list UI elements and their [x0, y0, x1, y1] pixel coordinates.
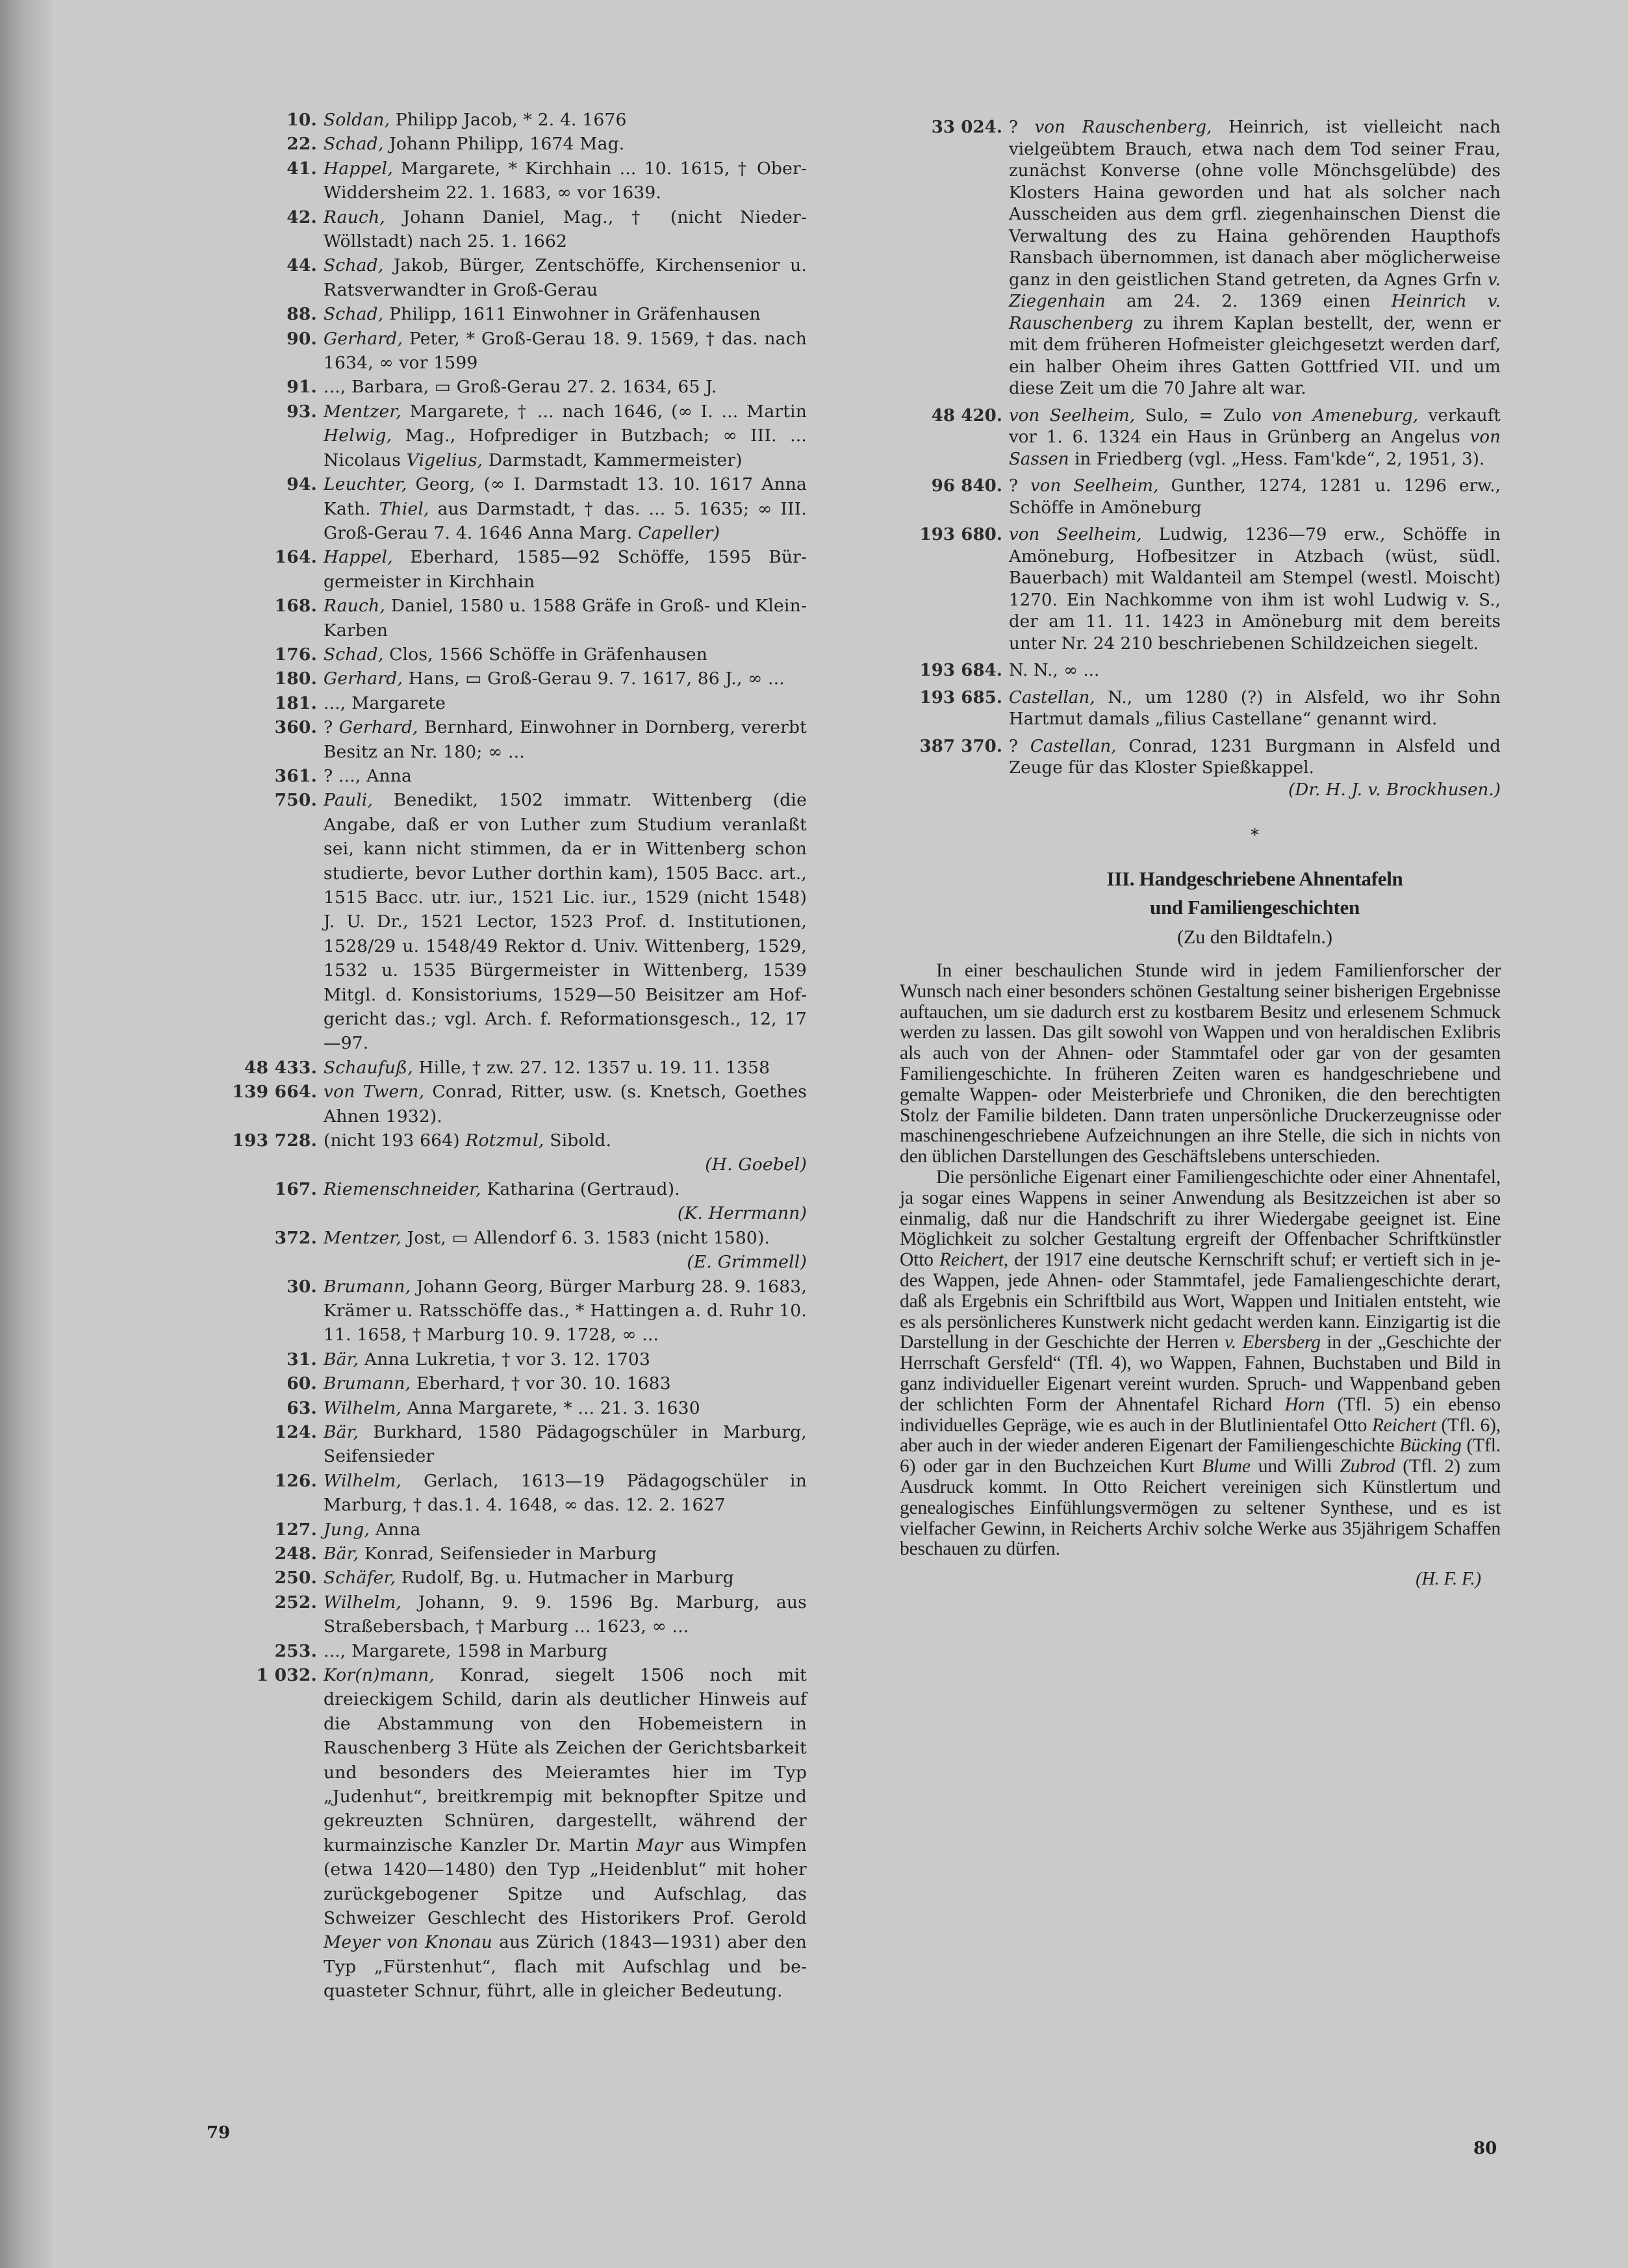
text-run: in der „Geschichte der Herrschaft Gersfeld“ (Tfl. 4), wo Wappen, Fahnen, Buchstaben und Bild in ganz individueller Eigenart vereint wurden. Spruch- und Wappenband geben der schlichten Form der Ahnentafel Richard — [900, 1332, 1501, 1415]
italic-name: Bär, — [324, 1421, 359, 1442]
italic-name: Mayr — [636, 1835, 683, 1855]
text-run: Ludwig, 1236—79 erw., Schöffe in Amöneburg, Hofbesitzer in Atzbach (wüst, südl. Bauerbach) mit Waldanteil am Stempel (westl. Moischt) 1270. Ein Nachkomme von ihm ist wohl Ludwig v. S., der am 11. 11. 1423 in Amöneburg mit dem bereits unter Nr. 24 210 beschriebenen Schildzeichen siegelt. — [1009, 525, 1501, 654]
genealogy-entry — [214, 1275, 807, 1347]
ancestor-number: 1 032. — [256, 1665, 317, 1685]
genealogy-entry — [214, 472, 807, 545]
ancestor-number: 10. — [286, 110, 317, 130]
text-run: ..., Margarete, 1598 in Marburg — [324, 1640, 608, 1661]
text-run: N., um 1280 (?) in Alsfeld, wo ihr Sohn Hartmut damals „filius Castellane“ genannt wird. — [1009, 687, 1501, 729]
text-run: Katharina (Gertraud). — [481, 1179, 680, 1199]
italic-name: Mentzer, — [324, 401, 401, 422]
italic-name: Rotzmul, — [465, 1130, 544, 1151]
text-run: Jakob, Bürger, Zentschöffe, Kirchensenior u. Ratsverwandter in Groß-Gerau — [324, 255, 807, 300]
text-run: Sibold. — [544, 1130, 612, 1151]
genealogy-entry — [214, 1056, 807, 1080]
ancestor-number: 193 680. — [919, 525, 1002, 544]
italic-name: Rauch, — [324, 596, 385, 617]
genealogy-entry — [900, 117, 1501, 400]
text-run: Gunther, 1274, 1281 u. 1296 erw., Schöffe in Amöneburg — [1009, 476, 1501, 518]
italic-name: von Rauschenberg, — [1034, 118, 1212, 137]
text-run: Peter, * Groß-Gerau 18. 9. 1569, † das. nach 1634, ∞ vor 1599 — [324, 328, 807, 374]
ancestor-number: 48 420. — [931, 405, 1002, 426]
genealogy-entry — [214, 764, 807, 788]
text-run: ? — [1009, 118, 1035, 137]
text-run: Darmstadt, Kammermeister) — [483, 450, 743, 470]
italic-name: Schad, — [324, 255, 384, 276]
italic-name: Castellan, — [1009, 687, 1095, 707]
genealogy-entry — [900, 524, 1501, 655]
italic-name: Heinrich v. Rauschenberg — [1009, 292, 1501, 333]
italic-name: Wilhelm, — [324, 1592, 402, 1612]
italic-name: Gerhard, — [338, 717, 418, 738]
genealogy-entry — [214, 1347, 807, 1371]
ancestor-number: 30. — [286, 1276, 317, 1297]
text-run: Die persönliche Eigenart einer Familiengeschichte oder einer Ahnentafel, ja sogar eines Wappens in seiner Anwendung als Besitzzeichen ist aber so einmalig, daß nur die Handschrift zu ihrer Wiedergabe geeignet ist. Eine Möglichkeit zu solcher Gestaltung ergreift der Offenbacher Schriftkünstler Otto — [900, 1166, 1501, 1271]
text-run: ..., Barbara, ▭ Groß-Gerau 27. 2. 1634, 65 J. — [324, 377, 717, 398]
article-heading — [1009, 865, 1501, 922]
text-run: am 24. 2. 1369 einen — [1105, 292, 1392, 311]
text-run: ? — [1009, 736, 1030, 756]
genealogy-entry — [214, 253, 807, 302]
genealogy-entry — [900, 687, 1501, 731]
genealogy-entry — [900, 405, 1501, 471]
ancestor-number: 750. — [274, 790, 317, 811]
page-number-left: 79 — [207, 2123, 231, 2143]
italic-name: Soldan, — [324, 110, 390, 130]
article-paragraph — [900, 961, 1501, 1167]
ancestor-number: 139 664. — [232, 1082, 317, 1102]
ancestor-number: 48 433. — [244, 1057, 317, 1078]
genealogy-entry — [214, 545, 807, 594]
text-run: ? — [1009, 476, 1030, 496]
right-genealogy-list — [900, 117, 1501, 801]
ancestor-number: 88. — [286, 304, 317, 325]
ancestor-number: 193 684. — [919, 661, 1002, 680]
genealogy-entry — [214, 788, 807, 1055]
text-run: Anna Margarete, * ... 21. 3. 1630 — [401, 1397, 700, 1418]
ancestor-number: 253. — [274, 1640, 317, 1661]
text-run: Jost, ▭ Allendorf 6. 3. 1583 (nicht 1580). — [401, 1227, 770, 1248]
text-run: Gerlach, 1613—19 Pädagogschüler in Marburg, † das.1. 4. 1648, ∞ das. 12. 2. 1627 — [324, 1470, 807, 1516]
text-run: Clos, 1566 Schöffe in Gräfenhausen — [383, 644, 708, 665]
text-run: Johann Philipp, 1674 Mag. — [383, 134, 625, 155]
italic-name: Reichert, — [939, 1249, 1008, 1271]
italic-name: Happel, — [324, 158, 393, 179]
article-heading-line-1: III. Handgeschriebene Ahnentafeln — [1106, 867, 1403, 890]
genealogy-entry — [214, 1226, 807, 1275]
genealogy-entry — [214, 205, 807, 254]
genealogy-entry — [214, 132, 807, 156]
genealogy-entry — [214, 1542, 807, 1566]
italic-name: Brumann, — [324, 1276, 411, 1297]
italic-name: Gerhard, — [324, 669, 403, 689]
genealogy-entry — [214, 1518, 807, 1542]
italic-name: Meyer von Knonau — [324, 1932, 492, 1953]
genealogy-entry — [900, 476, 1501, 519]
italic-name: Brumann, — [324, 1373, 411, 1394]
text-run: (Tfl. 5) ein ebenso individuelles Gepräge, wie es auch in der Blutlinientafel Otto — [900, 1394, 1501, 1436]
text-run: Rudolf, Bg. u. Hutmacher in Marburg — [396, 1568, 734, 1588]
text-run: Konrad, siegelt 1506 noch mit dreieckigem Schild, darin als deutlicher Hinweis auf die Abstammung von den Hobemeistern in Rauschenberg 3 Hüte als Zeichen der Gerichtsbarkeit und besonders des Meieramtes hier im Typ „Judenhut“, breitkrempig mit beknopfter Spitze und gekreuzten Schnüren, dargestellt, während der kurmainzische Kanzler Dr. Martin — [324, 1665, 807, 1855]
ancestor-number: 96 840. — [931, 476, 1002, 496]
genealogy-entry — [214, 715, 807, 764]
genealogy-entry — [214, 108, 807, 132]
ancestor-number: 252. — [274, 1592, 317, 1612]
ancestor-number: 248. — [274, 1543, 317, 1564]
text-run: Daniel, 1580 u. 1588 Gräfe in Groß- und Klein-Karben — [324, 596, 807, 641]
italic-name: Reichert — [1371, 1414, 1436, 1436]
genealogy-entry — [214, 157, 807, 205]
article-signature: (H. F. F.) — [1416, 1569, 1481, 1590]
genealogy-entry — [214, 594, 807, 643]
text-run: Eberhard, 1585—92 Schöffe, 1595 Bürgermeister in Kirchhain — [324, 547, 807, 592]
genealogy-entry — [214, 1128, 807, 1177]
italic-name: Capeller) — [638, 522, 720, 543]
text-run: Johann Daniel, Mag., † (nicht Nieder-Wöllstadt) nach 25. 1. 1662 — [324, 207, 807, 252]
italic-name: Happel, — [324, 547, 393, 568]
genealogy-entry — [214, 643, 807, 667]
ancestor-number: 63. — [286, 1397, 317, 1418]
genealogy-entry — [214, 400, 807, 472]
italic-name: Bär, — [324, 1543, 359, 1564]
text-run: zu ihrem Kaplan bestellt, der, wenn er mit dem früheren Hofmeister gleichgesetzt werden darf, ein halber Oheim ihres Gatten Gottfried VII. und um diese Zeit um die 70 Jahre alt war. — [1009, 313, 1501, 398]
ancestor-number: 250. — [274, 1568, 317, 1588]
italic-name: Schäfer, — [324, 1568, 396, 1588]
italic-name: Mentzer, — [324, 1227, 401, 1248]
contributor-signature: (Dr. H. J. v. Brockhusen.) — [1288, 780, 1501, 800]
genealogy-entry — [214, 1371, 807, 1395]
italic-name: Zubrod — [1340, 1456, 1395, 1477]
genealogy-entry — [214, 1396, 807, 1420]
contributor-signature: (H. Goebel) — [705, 1154, 807, 1175]
text-run: N. N., ∞ ... — [1009, 661, 1100, 680]
text-run: Georg, (∞ I. Darmstadt 13. 10. 1617 Anna Kath. — [324, 474, 807, 519]
contributor-signature: (E. Grimmell) — [687, 1252, 807, 1273]
text-run: ..., Margarete — [324, 693, 446, 713]
ancestor-number: 91. — [286, 377, 317, 398]
italic-name: Leuchter, — [324, 474, 407, 495]
ancestor-number: 167. — [274, 1179, 317, 1199]
left-column-genealogy-list — [214, 108, 807, 2004]
text-run: Burkhard, 1580 Pädagogschüler in Marburg, Seifensieder — [324, 1421, 807, 1467]
text-run: Johann Georg, Bürger Marburg 28. 9. 1683, Krämer u. Ratsschöffe das., * Hattingen a. d. Ruhr 10. 11. 1658, † Marburg 10. 9. 1728, ∞ ... — [324, 1276, 807, 1345]
italic-name: Thiel, — [379, 498, 429, 519]
genealogy-entry — [214, 691, 807, 715]
genealogy-entry — [214, 1420, 807, 1469]
text-run: ? ..., Anna — [324, 765, 413, 786]
italic-name: Jung, — [324, 1519, 370, 1540]
italic-name: von Seelheim, — [1030, 476, 1159, 496]
genealogy-entry — [214, 1566, 807, 1590]
text-run: (Tfl. 6) oder gar in den Buchzeichen Kurt — [900, 1435, 1501, 1477]
italic-name: von Sassen — [1009, 427, 1501, 469]
ancestor-number: 60. — [286, 1373, 317, 1394]
italic-name: Schaufuß, — [324, 1057, 413, 1078]
genealogy-entry — [214, 302, 807, 326]
text-run: Conrad, Ritter, usw. (s. Knetsch, Goethes Ahnen 1932). — [324, 1082, 807, 1127]
text-run: Philipp, 1611 Einwohner in Gräfenhausen — [383, 304, 761, 325]
genealogy-entry — [214, 1590, 807, 1639]
genealogy-entry — [214, 1469, 807, 1518]
italic-name: Helwig, — [324, 426, 392, 446]
article-subtitle: (Zu den Bildtafeln.) — [1176, 926, 1333, 948]
italic-name: Wilhelm, — [324, 1470, 402, 1491]
text-run: Philipp Jacob, * 2. 4. 1676 — [390, 110, 627, 130]
text-run: Mag., Hofprediger in Butzbach; ∞ III. ... Nicolaus — [324, 426, 807, 470]
ancestor-number: 33 024. — [931, 118, 1002, 137]
ancestor-number: 193 728. — [232, 1130, 317, 1151]
ancestor-number: 164. — [274, 547, 317, 568]
ancestor-number: 126. — [274, 1470, 317, 1491]
italic-name: v. Ebersberg — [1224, 1332, 1321, 1353]
text-run: Johann, 9. 9. 1596 Bg. Marburg, aus Straßebersbach, † Marburg ... 1623, ∞ ... — [324, 1592, 807, 1637]
italic-name: Vigelius, — [406, 450, 483, 470]
genealogy-entry — [214, 1663, 807, 2004]
article-paragraph — [900, 1167, 1501, 1560]
italic-name: Bär, — [324, 1349, 359, 1370]
section-separator: * — [1251, 826, 1259, 845]
text-run: (Tfl. 6), aber auch in der wieder anderen Eigenart der Familiengeschichte — [900, 1414, 1501, 1457]
italic-name: Schad, — [324, 134, 384, 155]
genealogy-entry — [214, 375, 807, 399]
ancestor-number: 44. — [286, 255, 317, 276]
article-heading-line-2: und Familiengeschichten — [1150, 896, 1360, 919]
italic-name: Wilhelm, — [324, 1397, 402, 1418]
italic-name: Kor(n)mann, — [324, 1665, 435, 1685]
text-run: Hans, ▭ Groß-Gerau 9. 7. 1617, 86 J., ∞ ... — [403, 669, 785, 689]
genealogy-entry — [214, 1177, 807, 1226]
ancestor-number: 41. — [286, 158, 317, 179]
text-run: ? — [324, 717, 339, 738]
text-run: (nicht 193 664) — [324, 1130, 466, 1151]
text-run: Anna Lukretia, † vor 3. 12. 1703 — [359, 1349, 651, 1370]
genealogy-entry — [900, 660, 1501, 682]
scan-page-edge — [0, 0, 52, 2268]
ancestor-number: 127. — [274, 1519, 317, 1540]
italic-name: Rauch, — [324, 207, 385, 227]
text-run: Benedikt, 1502 immatr. Wittenberg (die Angabe, daß er von Luther zum Studium veranlaßt sei, kann nicht stimmen, da er in Wittenberg schon studierte, bevor Luther dorthin kam), 1505 Bacc. art., 1515 Bacc. utr. iur., 1521 Lic. iur., 1529 (nicht 1548) J. U. Dr., 1521 Lector, 1523 Prof. d. Institutionen, 1528/29 u. 1548/49 Rektor d. Univ. Wittenberg, 1529, 1532 u. 1535 Bürgermeister in Wittenberg, 1539 Mitgl. d. Konsistoriums, 1529—50 Beisitzer am Hofgericht das.; vgl. Arch. f. Reformationsgesch., 12, 17—97. — [324, 790, 807, 1054]
text-run: aus Wimpfen (etwa 1420—1480) den Typ „Heidenblut“ mit hoher zurückgebogener Spitze und Aufschlag, das Schweizer Geschlecht des Historikers Prof. Gerold — [324, 1835, 807, 1929]
text-run: verkauft vor 1. 6. 1324 ein Haus in Grünberg an Angelus — [1009, 405, 1501, 447]
italic-name: Riemenschneider, — [324, 1179, 481, 1199]
genealogy-entry — [900, 736, 1501, 802]
italic-name: Schad, — [324, 644, 384, 665]
ancestor-number: 93. — [286, 401, 317, 422]
italic-name: Pauli, — [324, 790, 374, 811]
text-run: In einer beschaulichen Stunde wird in jedem Familienforscher der Wunsch nach einer besonders schönen Gestaltung seiner bisherigen Ergebnisse auftauchen, um sie dadurch erst zu kostbarem Besitz und erlesenem Schmuck werden zu lassen. Das gilt sowohl von Wappen und von heraldischen Exlibris als auch von der Ahnen- oder Stammtafel oder gar von der gesamten Familiengeschichte. In früheren Zeiten waren es handgeschriebene und gemalte Wappen- oder Meisterbriefe und Chroniken, die den berechtigten Stolz der Familie bildeten. Dann traten unpersönliche Druckerzeugnisse oder maschinengeschriebene Aufzeichnungen an ihre Stelle, die sich in nichts von den üblichen Darstellungen des Geschäftslebens unterschieden. — [900, 960, 1501, 1167]
text-run: Sulo, = Zulo — [1135, 405, 1272, 426]
italic-name: von Twern, — [324, 1082, 425, 1102]
italic-name: von Seelheim, — [1009, 525, 1142, 544]
text-run: Konrad, Seifensieder in Marburg — [359, 1543, 657, 1564]
article-body — [900, 961, 1501, 1560]
text-run: (Tfl. 2) zum Ausdruck kommt. In Otto Reichert vereinigen sich Künstlertum und genealogisches Einfühlungsvermögen zu seltener Synthese, und es ist vielfacher Gewinn, in Reicherts Archiv solche Werke aus 35jährigem Schaffen beschauen zu dürfen. — [900, 1456, 1501, 1560]
text-run: Margarete, † ... nach 1646, (∞ I. ... Martin — [401, 401, 807, 422]
italic-name: von Seelheim, — [1009, 405, 1136, 426]
genealogy-entry — [214, 1639, 807, 1663]
text-run: Conrad, 1231 Burgmann in Alsfeld und Zeuge für das Kloster Spießkappel. — [1009, 736, 1501, 778]
ancestor-number: 31. — [286, 1349, 317, 1370]
ancestor-number: 360. — [274, 717, 317, 738]
ancestor-number: 387 370. — [919, 736, 1002, 756]
text-run: Heinrich, ist vielleicht nach vielgeübtem Brauch, etwa nach dem Tod seiner Frau, zunächst Konverse (ohne volle Mönchsgelübde) des Klosters Haina geworden und hat als solcher nach Ausscheiden aus dem grfl. ziegenhainschen Dienst die Verwaltung des zu Haina gehörenden Haupthofs Ransbach übernommen, ist danach aber möglicherweise ganz in den geistlichen Stand getreten, da Agnes Grfn — [1009, 118, 1501, 290]
italic-name: v. Ziegenhain — [1009, 270, 1501, 311]
text-run: und Willi — [1250, 1456, 1340, 1477]
text-run: aus Darmstadt, † das. ... 5. 1635; ∞ III. Groß-Gerau 7. 4. 1646 Anna Marg. — [324, 498, 807, 543]
ancestor-number: 181. — [274, 693, 317, 713]
ancestor-number: 90. — [286, 328, 317, 349]
italic-name: Gerhard, — [324, 328, 403, 349]
ancestor-number: 94. — [286, 474, 317, 495]
page-number-right: 80 — [1473, 2139, 1497, 2158]
ancestor-number: 176. — [274, 644, 317, 665]
ancestor-number: 193 685. — [919, 687, 1002, 707]
text-run: Hille, † zw. 27. 12. 1357 u. 19. 11. 1358 — [413, 1057, 770, 1078]
italic-name: Bücking — [1399, 1435, 1462, 1457]
text-run: aus Zürich (1843—1931) aber den Typ „Fürstenhut“, flach mit Aufschlag und bequasteter Schnur, führt, alle in gleicher Bedeutung. — [324, 1932, 807, 2002]
ancestor-number: 168. — [274, 596, 317, 617]
right-column — [900, 117, 1501, 1590]
genealogy-entry — [214, 1080, 807, 1128]
contributor-signature: (K. Herrmann) — [677, 1203, 807, 1224]
text-run: in Friedberg (vgl. „Hess. Fam'kde“, 2, 1951, 3). — [1069, 449, 1485, 469]
ancestor-number: 124. — [274, 1421, 317, 1442]
text-run: der 1917 eine deutsche Kernschrift schuf; er vertieft sich in jedes Wappen, jede Ahnen- oder Stammtafel, jede Famaliengeschichte derart, daß als Ergebnis ein Schriftbild aus Wort, Wappen und Initialen entsteht, wie es als persönlicheres Kunstwerk nicht gedacht werden kann. Einzigartig ist die Darstellung in der Geschichte der Herren — [900, 1249, 1501, 1353]
ancestor-number: 372. — [274, 1227, 317, 1248]
text-run: Bernhard, Einwohner in Dornberg, vererbt Besitz an Nr. 180; ∞ ... — [324, 717, 807, 762]
ancestor-number: 42. — [286, 207, 317, 227]
italic-name: von Ameneburg, — [1271, 405, 1419, 426]
ancestor-number: 361. — [274, 765, 317, 786]
ancestor-number: 22. — [286, 134, 317, 155]
italic-name: Schad, — [324, 304, 384, 325]
genealogy-entry — [214, 327, 807, 376]
text-run: Margarete, * Kirchhain ... 10. 1615, † Ober-Widdersheim 22. 1. 1683, ∞ vor 1639. — [324, 158, 807, 203]
text-run: Anna — [370, 1519, 421, 1540]
italic-name: Blume — [1202, 1456, 1251, 1477]
text-run: Eberhard, † vor 30. 10. 1683 — [411, 1373, 671, 1394]
italic-name: Horn — [1284, 1394, 1325, 1415]
italic-name: Castellan, — [1030, 736, 1117, 756]
ancestor-number: 180. — [274, 669, 317, 689]
genealogy-entry — [214, 667, 807, 691]
